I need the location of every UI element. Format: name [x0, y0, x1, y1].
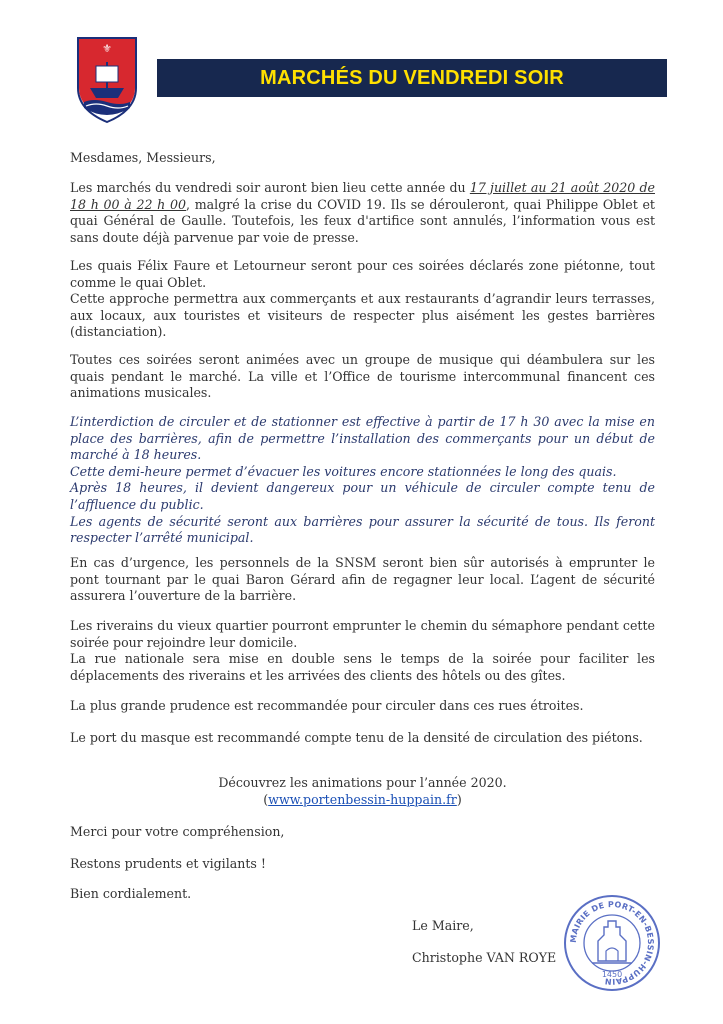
closing-line: Bien cordialement.	[70, 886, 192, 901]
animations-notice: Découvrez les animations pour l’année 2020. (www.portenbessin-huppain.fr)	[218, 775, 507, 807]
paragraph-traffic-rules: L’interdiction de circuler et de stationner est effective à partir de 17 h 30 avec la mise en place des barrières, afin de permettre l’installation des commerçants pour un début de marché à 18 heures. Cette demi-heure permet d’évacuer les voitures encore stationnées le long des quais. Après 18 heures, il devient dangereux pour un véhicule de circuler compte tenu de l’affluence du public. Les agents de sécurité seront aux barrières pour assurer la sécurité de tous. Ils feront respecter l’arrêté municipal.	[70, 414, 655, 546]
thanks-line: Merci pour votre compréhension,	[70, 824, 285, 839]
paragraph-dates: Les marchés du vendredi soir auront bien lieu cette année du 17 juillet au 21 août 2020 de 18 h 00 à 22 h 00, malgré la crise du COVID 19. Ils se dérouleront, quai Philippe Oblet et quai Général de Gaulle. Toutefois, les feux d'artifice sont annulés, l’information vous est sans doute déjà parvenue par voie de presse.	[70, 180, 655, 245]
stay-vigilant-line: Restons prudents et vigilants !	[70, 856, 266, 871]
paragraph-residents: Les riverains du vieux quartier pourront emprunter le chemin du sémaphore pendant cette soirée pour rejoindre leur domicile. La rue nationale sera mise en double sens le temps de la soirée pour faciliter les déplacements des riverains et les arrivées des clients des hôtels ou des gîtes.	[70, 618, 655, 683]
paragraph-caution: La plus grande prudence est recommandée pour circuler dans ces rues étroites.	[70, 698, 584, 713]
stamp-year: 1450	[601, 970, 623, 979]
coat-of-arms-logo	[76, 36, 138, 124]
town-hall-stamp	[562, 893, 662, 993]
paragraph-pedestrian-zone: Les quais Félix Faure et Letourneur seront pour ces soirées déclarés zone piétonne, tout comme le quai Oblet. Cette approche permettra aux commerçants et aux restaurants d’agrandir leurs terrasses, aux locaux, aux touristes et visiteurs de respecter plus aisément les gestes barrières (distanciation).	[70, 258, 655, 340]
header-banner	[157, 59, 667, 97]
paragraph-snsm: En cas d’urgence, les personnels de la SNSM seront bien sûr autorisés à emprunter le pont tournant par le quai Baron Gérard afin de regagner leur local. L’agent de sécurité assurera l’ouverture de la barrière.	[70, 555, 655, 604]
paragraph-mask: Le port du masque est recommandé compte tenu de la densité de circulation des piétons.	[70, 730, 643, 745]
greeting: Mesdames, Messieurs,	[70, 150, 216, 165]
market-dates: 17 juillet au 21 août 2020 de 18 h 00 à 22 h 00	[70, 180, 655, 212]
stamp-ring-text: MAIRIE DE PORT-EN-BESSIN-HUPPAIN	[568, 899, 656, 987]
website-link[interactable]: www.portenbessin-huppain.fr	[268, 791, 457, 807]
page-title: MARCHÉS DU VENDREDI SOIR	[260, 66, 564, 89]
signature-name: Christophe VAN ROYE	[412, 950, 557, 965]
svg-text:⚜: ⚜	[102, 42, 112, 55]
signature-role: Le Maire,	[412, 918, 474, 933]
paragraph-music: Toutes ces soirées seront animées avec un groupe de musique qui déambulera sur les quais pendant le marché. La ville et l’Office de tourisme intercommunal financent ces animations musicales.	[70, 352, 655, 401]
